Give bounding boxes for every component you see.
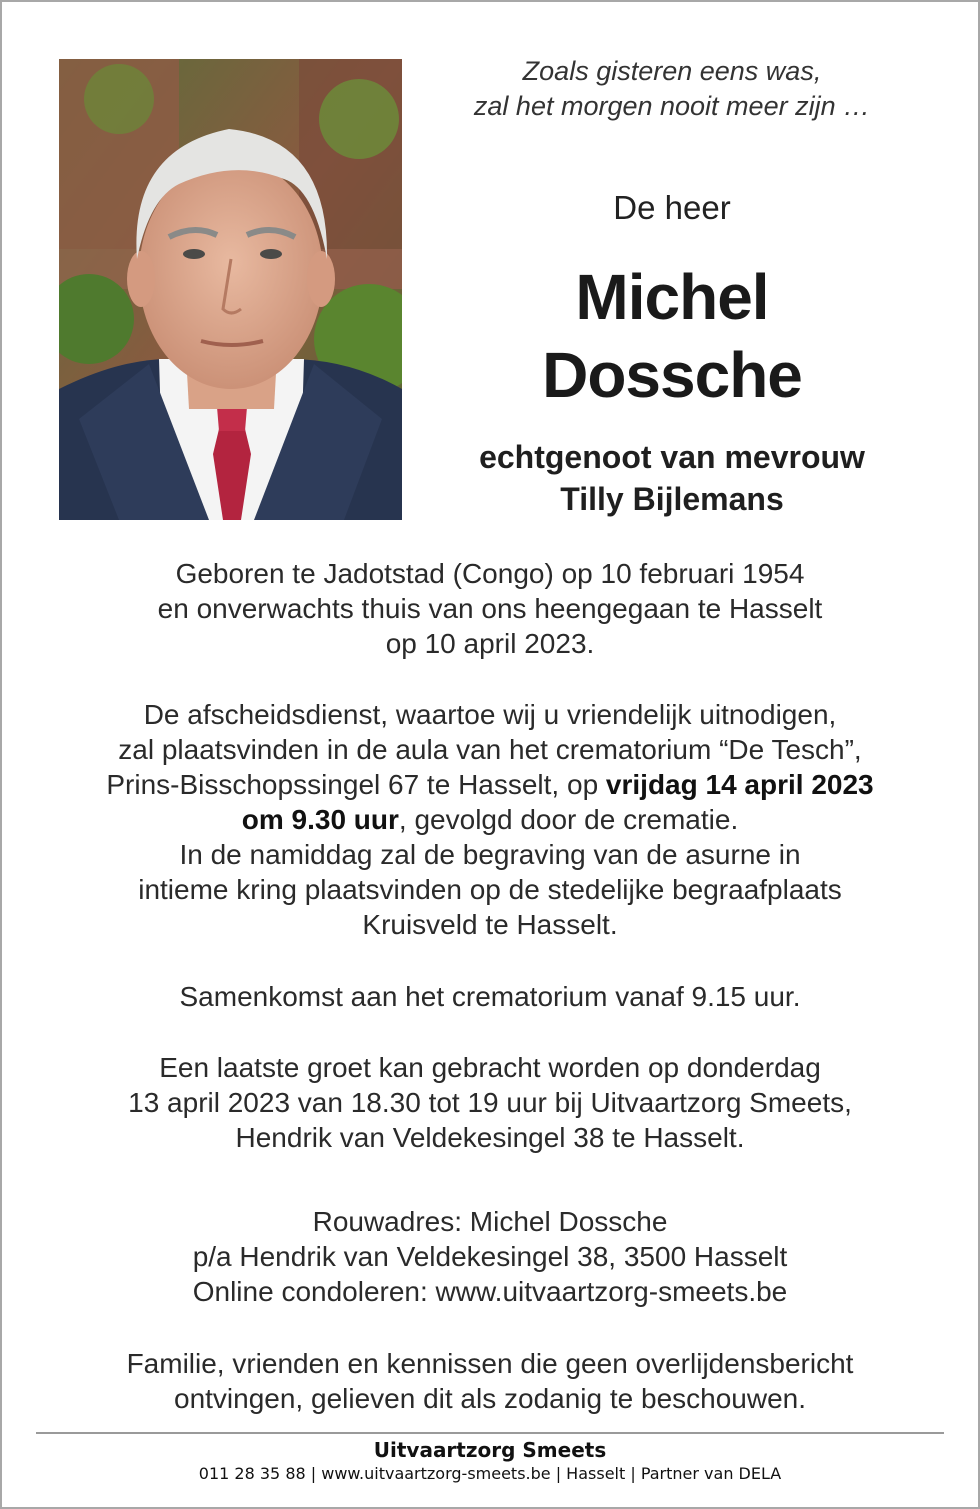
- spouse-line-2: Tilly Bijlemans: [560, 481, 784, 517]
- closing-line-2: ontvingen, gelieven dit als zodanig te beschouwen.: [174, 1383, 806, 1414]
- service-line-1: De afscheidsdienst, waartoe wij u vriendelijk uitnodigen,: [143, 699, 837, 730]
- service-line-7: Kruisveld te Hasselt.: [362, 909, 618, 940]
- visitation-line-3: Hendrik van Veldekesingel 38 te Hasselt.: [235, 1122, 745, 1153]
- footer-title: Uitvaartzorg Smeets: [373, 1438, 607, 1462]
- gathering-paragraph: [40, 979, 940, 1014]
- visitation-line-1: Een laatste groet kan gebracht worden op donderdag: [159, 1052, 821, 1083]
- service-line-5: In de namiddag zal de begraving van de asurne in: [179, 839, 801, 870]
- spouse-line-1: echtgenoot van mevrouw: [479, 439, 865, 475]
- visitation-line-2: 13 april 2023 van 18.30 tot 19 uur bij Uitvaartzorg Smeets,: [128, 1087, 852, 1118]
- service-line-3-text: Prins-Bisschopssingel 67 te Hasselt, op: [106, 769, 606, 800]
- last-name: Dossche: [542, 339, 802, 411]
- quote: [412, 54, 932, 124]
- birth-line-1: Geboren te Jadotstad (Congo) op 10 februari 1954: [175, 558, 805, 589]
- quote-line-1: Zoals gisteren eens was,: [522, 56, 822, 86]
- address-paragraph: [40, 1204, 940, 1309]
- address-line-1: Rouwadres: Michel Dossche: [312, 1206, 668, 1237]
- service-line-6: intieme kring plaatsvinden op de stedelijke begraafplaats: [138, 874, 842, 905]
- service-time: om 9.30 uur: [241, 804, 399, 835]
- birth-line-3: op 10 april 2023.: [385, 628, 595, 659]
- birth-line-2: en onverwachts thuis van ons heengegaan te Hasselt: [157, 593, 823, 624]
- footer-divider: [36, 1432, 944, 1434]
- spouse: [412, 436, 932, 520]
- portrait-photo: [59, 59, 402, 520]
- service-line-2: zal plaatsvinden in de aula van het crematorium “De Tesch”,: [118, 734, 862, 765]
- gathering-line: Samenkomst aan het crematorium vanaf 9.15 uur.: [179, 981, 801, 1012]
- first-name: Michel: [575, 261, 769, 333]
- closing-paragraph: [40, 1346, 940, 1416]
- visitation-paragraph: [40, 1050, 940, 1155]
- service-line-3: [40, 767, 940, 802]
- address-line-2: p/a Hendrik van Veldekesingel 38, 3500 Hasselt: [192, 1241, 788, 1272]
- birth-paragraph: [40, 556, 940, 661]
- quote-line-2: zal het morgen nooit meer zijn …: [473, 91, 871, 121]
- footer-info: 011 28 35 88 | www.uitvaartzorg-smeets.be | Hasselt | Partner van DELA: [198, 1464, 782, 1483]
- deceased-name: [412, 258, 932, 414]
- service-date: vrijdag 14 april 2023: [605, 769, 874, 800]
- service-paragraph: [40, 697, 940, 942]
- address-line-3: Online condoleren: www.uitvaartzorg-smeets.be: [192, 1276, 788, 1307]
- service-line-4: [40, 802, 940, 837]
- honorific: De heer: [613, 189, 731, 226]
- closing-line-1: Familie, vrienden en kennissen die geen overlijdensbericht: [126, 1348, 854, 1379]
- service-line-4-text: , gevolgd door de crematie.: [398, 804, 739, 835]
